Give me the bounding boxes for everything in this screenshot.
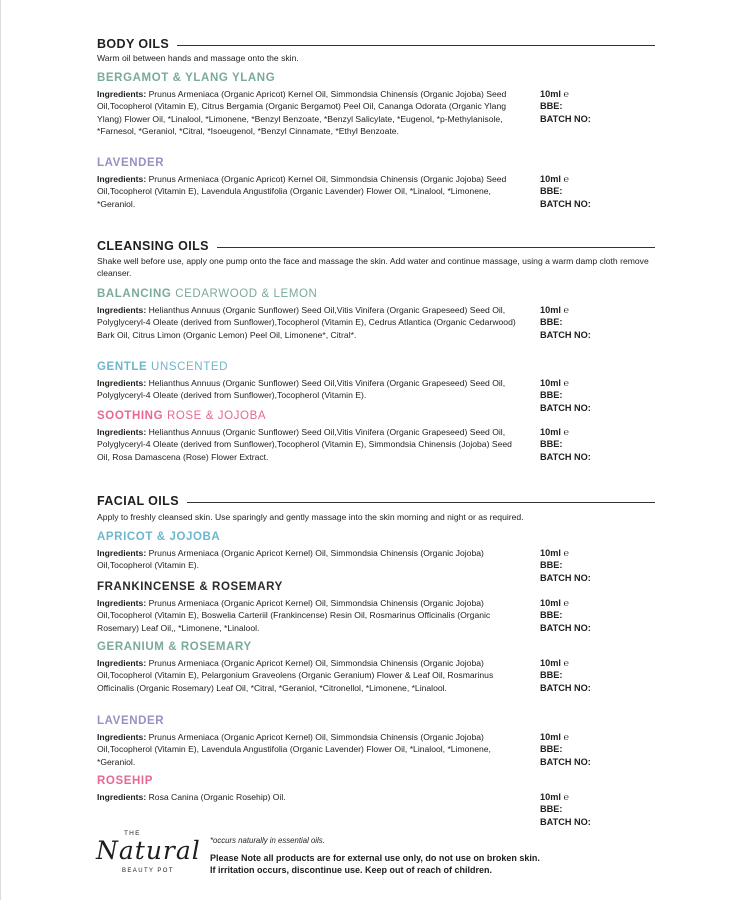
product-ingredients: [97, 547, 517, 572]
ingredients-label: Ingredients:: [97, 427, 147, 437]
product-title: LAVENDER: [97, 715, 165, 727]
section-heading-text: FACIAL OILS: [97, 494, 179, 508]
e-mark-icon: ℮: [560, 305, 570, 315]
batch-label: BATCH NO:: [540, 756, 591, 767]
bbe-label: BBE:: [540, 439, 563, 450]
body-oils-intro: Warm oil between hands and massage onto the skin.: [97, 53, 299, 63]
product-ingredients: [97, 304, 517, 341]
product-meta: [540, 791, 591, 828]
product-title: ROSEHIP: [97, 775, 153, 787]
product-ingredients: [97, 657, 517, 694]
batch-label: BATCH NO:: [540, 198, 591, 209]
ingredients-text: Helianthus Annuus (Organic Sunflower) Seed Oil,Vitis Vinifera (Organic Grapeseed) Seed Oil, Polyglyceryl-4 Oleate (derived from Sunflower),Tocopherol (Vitamin E), Cedrus Atlantica (Organic Cedarwood) Bark Oil, Citrus Limon (Organic Lemon) Peel Oil, Limonene*, Citral*.: [97, 305, 516, 340]
bbe-label: BBE:: [540, 560, 563, 571]
essential-oils-footnote: *occurs naturally in essential oils.: [210, 836, 325, 845]
product-ingredients: [97, 173, 517, 210]
title-part-a: BALANCING: [97, 288, 172, 300]
ingredients-text: Helianthus Annuus (Organic Sunflower) Seed Oil,Vitis Vinifera (Organic Grapeseed) Seed Oil, Polyglyceryl-4 Oleate (derived from Sunflower),Tocopherol (Vitamin E).: [97, 378, 506, 401]
ingredients-text: Prunus Armeniaca (Organic Apricot Kernel) Oil, Simmondsia Chinensis (Organic Jojoba) Oil,Tocopherol (Vitamin E), Boswelia Carteriil (Frankincense) Resin Oil, Rosmarinus Officinalis (Organic Rosemary) Leaf Oil,, *Limonene, *Linalool.: [97, 598, 491, 633]
facial-oils-intro: Apply to freshly cleansed skin. Use sparingly and gently massage into the skin morning and night or as required.: [97, 512, 524, 522]
ingredients-text: Prunus Armeniaca (Organic Apricot Kernel) Oil, Simmondsia Chinensis (Organic Jojoba) Oil,Tocopherol (Vitamin E), Lavendula Angustifolia (Organic Lavender) Flower Oil, *Linalool, *Limonene, *Geraniol.: [97, 732, 491, 767]
cleansing-oils-heading: [97, 239, 655, 253]
batch-label: BATCH NO:: [540, 572, 591, 583]
product-meta: [540, 426, 591, 463]
product-title: GERANIUM & ROSEMARY: [97, 641, 252, 653]
product-ingredients: [97, 377, 517, 402]
product-meta: [540, 88, 591, 125]
bbe-label: BBE:: [540, 610, 563, 621]
ingredients-label: Ingredients:: [97, 305, 147, 315]
logo-top-text: THE: [124, 830, 141, 837]
logo-main-text: Natural: [96, 836, 201, 865]
logo-bottom-text: BEAUTY POT: [122, 868, 174, 874]
ingredients-label: Ingredients:: [97, 598, 147, 608]
product-meta: [540, 304, 591, 341]
product-ingredients: [97, 88, 517, 137]
ingredients-label: Ingredients:: [97, 548, 147, 558]
batch-label: BATCH NO:: [540, 113, 591, 124]
ingredients-text: Helianthus Annuus (Organic Sunflower) Seed Oil,Vitis Vinifera (Organic Grapeseed) Seed Oil, Polyglyceryl-4 Oleate (derived from Sunflower),Tocopherol (Vitamin E), Simmondsia Chinensis (Jojoba) Seed Oil, Rosa Damascena (Rose) Flower Extract.: [97, 427, 512, 462]
product-ingredients: [97, 791, 517, 803]
product-meta: [540, 377, 591, 414]
cleansing-oils-intro: Shake well before use, apply one pump onto the face and massage the skin. Add water and continue massage, using a warm damp cloth remove cleanser.: [97, 256, 649, 278]
product-ingredients: [97, 426, 517, 463]
ingredients-label: Ingredients:: [97, 658, 147, 668]
batch-label: BATCH NO:: [540, 451, 591, 462]
product-title: FRANKINCENSE & ROSEMARY: [97, 581, 283, 593]
ingredients-text: Rosa Canina (Organic Rosehip) Oil.: [148, 792, 286, 802]
ingredients-label: Ingredients:: [97, 174, 147, 184]
product-title: BERGAMOT & YLANG YLANG: [97, 72, 276, 84]
size-label: 10ml: [540, 89, 561, 99]
bbe-label: BBE:: [540, 101, 563, 112]
product-title: [97, 288, 317, 300]
bbe-label: BBE:: [540, 390, 563, 401]
ingredients-label: Ingredients:: [97, 89, 147, 99]
safety-notice: [210, 852, 540, 876]
ingredients-text: Prunus Armeniaca (Organic Apricot) Kernel Oil, Simmondsia Chinensis (Organic Jojoba) Seed Oil,Tocopherol (Vitamin E), Lavendula Angustifolia (Organic Lavender) Flower Oil, *Linalool, *Limonene, *Geraniol.: [97, 174, 507, 209]
product-title: [97, 410, 266, 422]
size-label: 10ml: [540, 305, 561, 315]
e-mark-icon: ℮: [560, 732, 570, 742]
heading-rule: [217, 247, 655, 248]
title-part-a: SOOTHING: [97, 410, 164, 422]
e-mark-icon: ℮: [560, 427, 570, 437]
size-label: 10ml: [540, 174, 561, 184]
title-part-a: GENTLE: [97, 361, 148, 373]
ingredients-label: Ingredients:: [97, 792, 147, 802]
e-mark-icon: ℮: [560, 174, 570, 184]
size-label: 10ml: [540, 598, 561, 608]
bbe-label: BBE:: [540, 804, 563, 815]
ingredients-text: Prunus Armeniaca (Organic Apricot) Kernel Oil, Simmondsia Chinensis (Organic Jojoba) Seed Oil,Tocopherol (Vitamin E), Citrus Bergamia (Organic Bergamot) Peel Oil, Cananga Odorata (Organic Ylang Ylang) Flower Oil, *Linalool, *Limonene, *Benzyl Benzoate, *Benzyl Salicylate, *Eugenol, *p-Methylanisole, *Farnesol, *Geraniol, *Citral, *Isoeugenol, *Benzyl Cinnamate, *Ethyl Benzoate.: [97, 89, 507, 136]
title-part-b: UNSCENTED: [151, 361, 229, 373]
bbe-label: BBE:: [540, 186, 563, 197]
heading-rule: [187, 502, 655, 503]
e-mark-icon: ℮: [560, 598, 570, 608]
product-title: LAVENDER: [97, 157, 165, 169]
product-title: APRICOT & JOJOBA: [97, 531, 221, 543]
page-edge-line: [0, 0, 1, 900]
ingredients-label: Ingredients:: [97, 378, 147, 388]
facial-oils-heading: [97, 494, 655, 508]
size-label: 10ml: [540, 548, 561, 558]
ingredients-text: Prunus Armeniaca (Organic Apricot Kernel) Oil, Simmondsia Chinensis (Organic Jojoba) Oil,Tocopherol (Vitamin E), Pelargonium Graveolens (Organic Geranium) Flower & Leaf Oil, Rosmarinus Officinalis (Organic Rosemary) Leaf Oil, *Citral, *Geraniol, *Citronellol, *Limonene, *Linalool.: [97, 658, 494, 693]
product-meta: [540, 597, 591, 634]
e-mark-icon: ℮: [560, 89, 570, 99]
product-ingredients: [97, 597, 517, 634]
title-part-b: ROSE & JOJOBA: [166, 410, 267, 422]
size-label: 10ml: [540, 792, 561, 802]
body-oils-heading: [97, 37, 655, 51]
product-title: [97, 361, 228, 373]
bbe-label: BBE:: [540, 317, 563, 328]
batch-label: BATCH NO:: [540, 682, 591, 693]
size-label: 10ml: [540, 732, 561, 742]
brand-logo: [92, 830, 201, 878]
e-mark-icon: ℮: [560, 548, 570, 558]
size-label: 10ml: [540, 658, 561, 668]
product-meta: [540, 547, 591, 584]
product-meta: [540, 173, 591, 210]
section-heading-text: BODY OILS: [97, 37, 170, 51]
notice-line: Please Note all products are for external use only, do not use on broken skin.: [210, 853, 540, 863]
batch-label: BATCH NO:: [540, 329, 591, 340]
e-mark-icon: ℮: [560, 658, 570, 668]
notice-line: If irritation occurs, discontinue use. Keep out of reach of children.: [210, 865, 493, 875]
product-meta: [540, 657, 591, 694]
product-meta: [540, 731, 591, 768]
size-label: 10ml: [540, 427, 561, 437]
size-label: 10ml: [540, 378, 561, 388]
batch-label: BATCH NO:: [540, 622, 591, 633]
product-ingredients: [97, 731, 517, 768]
ingredients-text: Prunus Armeniaca (Organic Apricot Kernel) Oil, Simmondsia Chinensis (Organic Jojoba) Oil,Tocopherol (Vitamin E).: [97, 548, 484, 571]
ingredients-label: Ingredients:: [97, 732, 147, 742]
e-mark-icon: ℮: [560, 378, 570, 388]
e-mark-icon: ℮: [560, 792, 570, 802]
heading-rule: [177, 45, 655, 46]
title-part-b: CEDARWOOD & LEMON: [175, 288, 318, 300]
bbe-label: BBE:: [540, 744, 563, 755]
batch-label: BATCH NO:: [540, 402, 591, 413]
bbe-label: BBE:: [540, 670, 563, 681]
batch-label: BATCH NO:: [540, 816, 591, 827]
section-heading-text: CLEANSING OILS: [97, 239, 209, 253]
